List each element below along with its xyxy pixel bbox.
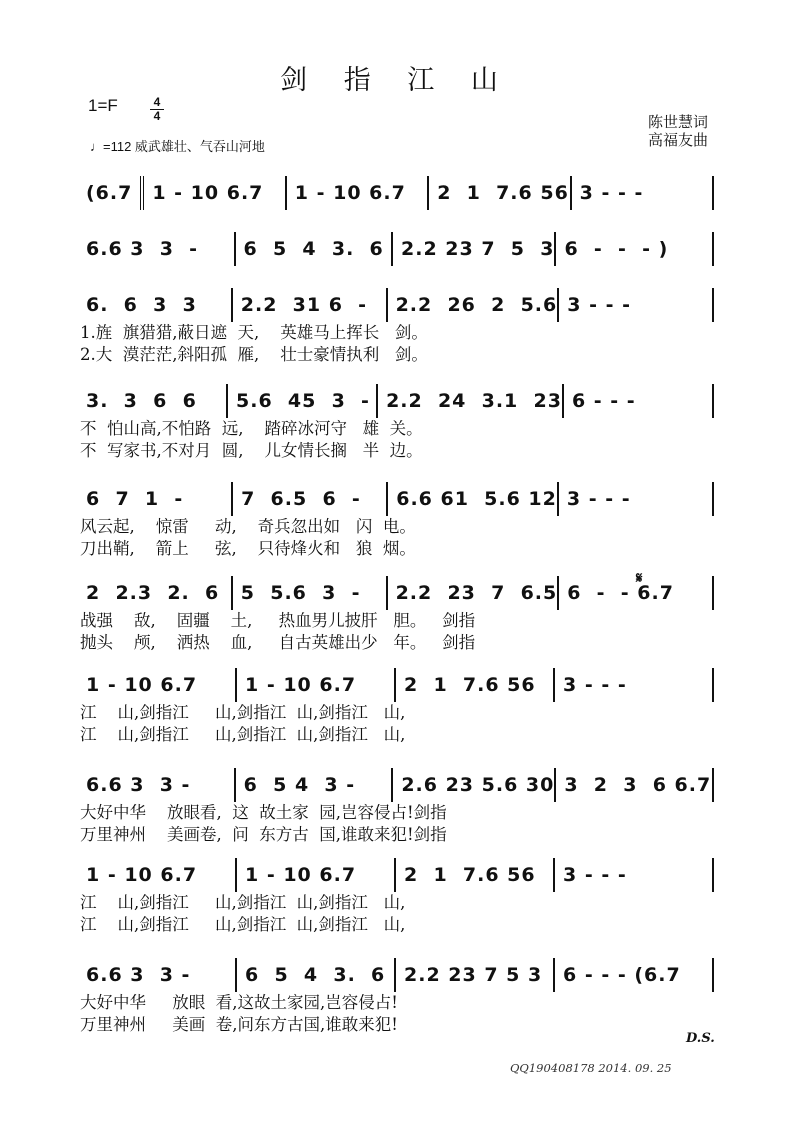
score-system [78,482,714,560]
score-system [78,288,714,366]
time-signature [150,96,164,123]
measure: 7 6.5 6 - [233,482,388,516]
measure: 3 - - - [572,176,714,210]
notation-line [78,576,714,610]
measure: 2 1 7.6 56 [429,176,571,210]
segno-icon: 𝄋 [636,569,643,587]
lyric-line: 1.旌 旗猎猎,蔽日遮 天, 英雄马上挥长 剑。 [80,323,428,342]
measure: 6.6 3 3 - [78,232,236,266]
measure: 6 7 1 - [78,482,233,516]
lyric-line: 不 怕山高,不怕路 远, 踏碎冰河守 雄 关。 [80,419,423,438]
measure: 2.2 31 6 - [233,288,388,322]
notation-line [78,958,714,992]
measure: 2.2 23 7 5 3 [393,232,556,266]
measure: 6 - - - ) [556,232,714,266]
lyric-line: 战强 敌, 固疆 土, 热血男儿披肝 胆。 剑指 [80,611,476,630]
measure: 6 - - 6.7 [559,576,714,610]
notation-line [78,858,714,892]
time-signature-bottom: 4 [150,109,164,123]
lyric-line: 江 山,剑指江 山,剑指江 山,剑指江 山, [80,893,406,912]
notation-line [78,176,714,210]
measure: 2.2 23 7 5 3 [396,958,555,992]
lyric-line: 江 山,剑指江 山,剑指江 山,剑指江 山, [80,703,406,722]
lyric-line: 万里神州 美画卷, 问 东方古 国,谁敢来犯!剑指 [80,825,447,844]
measure: 6 5 4 3. 6 [237,958,396,992]
lyric-line: 大好中华 放眼 看,这故土家园,岂容侵占! [80,993,398,1012]
lyricist-credit: 陈世慧词 [647,113,708,131]
notation-line [78,384,714,418]
lyric-line: 江 山,剑指江 山,剑指江 山,剑指江 山, [80,915,406,934]
ds-marking: D.S. [686,1031,715,1046]
lyric-line: 风云起, 惊雷 动, 奇兵忽出如 闪 电。 [80,517,416,536]
lyric-line: 刀出鞘, 箭上 弦, 只待烽火和 狼 烟。 [80,539,416,558]
composer-credit: 高福友曲 [647,131,708,149]
lyric-line: 大好中华 放眼看, 这 故土家 园,岂容侵占!剑指 [80,803,447,822]
score-system [78,858,714,936]
measure: 1 - 10 6.7 [237,858,396,892]
measure: 6. 6 3 3 [78,288,233,322]
measure: 5.6 45 3 - [228,384,378,418]
tempo-marking: ♩=112 威武雄壮、气吞山河地 [90,139,265,154]
score-system [78,232,714,266]
score-system [78,668,714,746]
measure: 3. 3 6 6 [78,384,228,418]
lyric-line: 不 写家书,不对月 圆, 儿女情长搁 半 边。 [80,441,423,460]
measure: 3 - - - [559,482,714,516]
measure: 6 - - - [564,384,714,418]
measure: 1 - 10 6.7 [287,176,429,210]
measure: 6 5 4 3 - [236,768,394,802]
lyric-line: 2.大 漠茫茫,斜阳孤 雁, 壮士豪情执利 剑。 [80,345,428,364]
measure: 1 - 10 6.7 [237,668,396,702]
lyric-line: 抛头 颅, 洒热 血, 自古英雄出少 年。 剑指 [80,633,476,652]
measure: 6.6 3 3 - [78,958,237,992]
notation-line [78,668,714,702]
measure: 5 5.6 3 - [233,576,388,610]
score-system [78,768,714,846]
measure: 2 2.3 2. 6 [78,576,233,610]
measure: 3 - - - [555,858,714,892]
notation-line [78,232,714,266]
score-system [78,576,714,654]
measure: 1 - 10 6.7 [78,858,237,892]
measure: 2 1 7.6 56 [396,858,555,892]
measure: 3 - - - [559,288,714,322]
time-signature-top: 4 [153,95,161,109]
measure: 2.2 23 7 6.5 [388,576,560,610]
measure: 3 2 3 6 6.7 [556,768,714,802]
measure: 2.2 26 2 5.6 [388,288,560,322]
key-signature: 1=F [88,96,118,115]
measure: 2.6 23 5.6 30 [393,768,556,802]
measure: 2 1 7.6 56 [396,668,555,702]
measure: (6.7 [78,176,144,210]
measure: 6.6 3 3 - [78,768,236,802]
lyric-line: 万里神州 美画 卷,问东方古国,谁敢来犯! [80,1015,398,1034]
notation-line [78,288,714,322]
lyric-line: 江 山,剑指江 山,剑指江 山,剑指江 山, [80,725,406,744]
measure: 1 - 10 6.7 [78,668,237,702]
song-title: 剑 指 江 山 [280,65,512,96]
measure: 6 5 4 3. 6 [236,232,394,266]
measure: 2.2 24 3.1 23 [378,384,564,418]
score-system [78,176,714,210]
measure: 6.6 61 5.6 12 [388,482,559,516]
score-system [78,384,714,462]
measure: 1 - 10 6.7 [144,176,286,210]
score-system [78,958,714,1036]
footer-signature: QQ190408178 2014. 09. 25 [510,1061,672,1075]
notation-line [78,768,714,802]
notation-line [78,482,714,516]
measure: 6 - - - (6.7 [555,958,714,992]
measure: 3 - - - [555,668,714,702]
